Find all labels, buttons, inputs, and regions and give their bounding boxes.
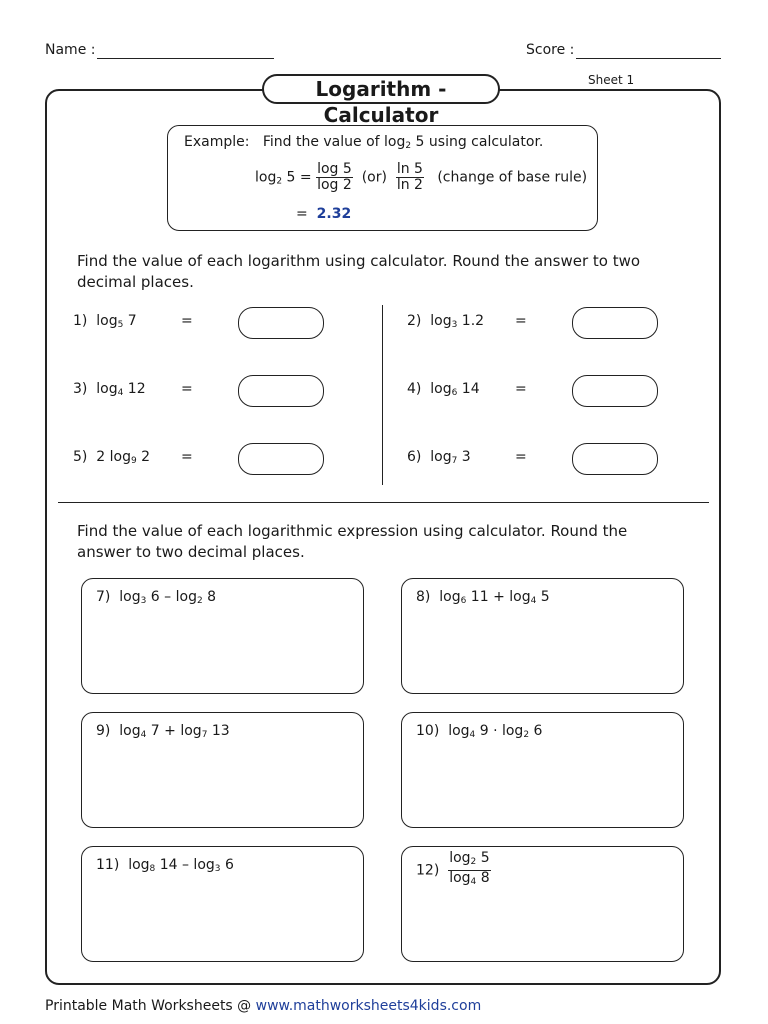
- example-equation: $\log_2 5$ = $\frac{\log 5}{\log 2}$ (or) $\frac{\ln 5}{\ln 2}$ (change of base rule): [255, 161, 588, 193]
- problem-10: 10) $\log_4 9 \cdot \log_2 6$: [416, 723, 543, 740]
- answer-box-4[interactable]: [572, 375, 658, 407]
- example-prompt: Example: Find the value of $\log_2 5$ using calculator.: [184, 134, 544, 151]
- work-box-11[interactable]: [81, 846, 364, 962]
- example-box: [167, 125, 598, 231]
- footer-link[interactable]: www.mathworksheets4kids.com: [255, 998, 482, 1014]
- answer-box-5[interactable]: [238, 443, 324, 475]
- section2-instruction: Find the value of each logarithmic expression using calculator. Round the answer to two decimal places.: [77, 522, 628, 561]
- work-box-7[interactable]: [81, 578, 364, 694]
- work-box-12[interactable]: [401, 846, 684, 962]
- equals-sign: =: [181, 449, 193, 465]
- score-label: Score :: [526, 42, 575, 58]
- footer-label: Printable Math Worksheets @: [45, 998, 256, 1014]
- problem-9: 9) $\log_4 7 + \log_7 13$: [96, 723, 230, 740]
- problem-2: 2) $\log_3 1.2$: [407, 313, 485, 330]
- work-box-8[interactable]: [401, 578, 684, 694]
- problem-7: 7) $\log_3 6 - \log_2 8$: [96, 589, 217, 606]
- equals-sign: =: [515, 381, 527, 397]
- score-field[interactable]: [576, 58, 721, 59]
- name-field[interactable]: [97, 58, 274, 59]
- problem-1: 1) $\log_5 7$: [73, 313, 137, 330]
- section-divider: [58, 502, 709, 503]
- problem-8: 8) $\log_6 11 + \log_4 5$: [416, 589, 550, 606]
- answer-box-3[interactable]: [238, 375, 324, 407]
- section1-instruction: Find the value of each logarithm using calculator. Round the answer to two decimal places.: [77, 252, 641, 291]
- example-answer: = 2.32: [296, 206, 352, 222]
- problem-4: 4) $\log_6 14$: [407, 381, 480, 398]
- equals-sign: =: [181, 313, 193, 329]
- problem-6: 6) $\log_7 3$: [407, 449, 471, 466]
- problem-11: 11) $\log_8 14 - \log_3 6$: [96, 857, 234, 874]
- work-box-10[interactable]: [401, 712, 684, 828]
- fraction-ln: $\frac{\ln 5}{\ln 2}$: [396, 161, 423, 193]
- answer-box-2[interactable]: [572, 307, 658, 339]
- problem-5: 5) 2 $\log_9 2$: [73, 449, 151, 466]
- name-label: Name :: [45, 42, 96, 58]
- problem-12: 12) $\frac{\log_2 5}{\log_4 8}$: [416, 851, 491, 890]
- worksheet-title: Logarithm - Calculator: [262, 74, 500, 104]
- column-divider: [382, 305, 383, 485]
- work-box-9[interactable]: [81, 712, 364, 828]
- answer-box-1[interactable]: [238, 307, 324, 339]
- footer: [45, 998, 481, 1014]
- answer-box-6[interactable]: [572, 443, 658, 475]
- equals-sign: =: [515, 313, 527, 329]
- fraction-problem-12: $\frac{\log_2 5}{\log_4 8}$: [449, 850, 490, 887]
- sheet-number: Sheet 1: [588, 73, 635, 87]
- equals-sign: =: [515, 449, 527, 465]
- problem-3: 3) $\log_4 12$: [73, 381, 146, 398]
- equals-sign: =: [181, 381, 193, 397]
- fraction-log: $\frac{\log 5}{\log 2}$: [317, 161, 352, 193]
